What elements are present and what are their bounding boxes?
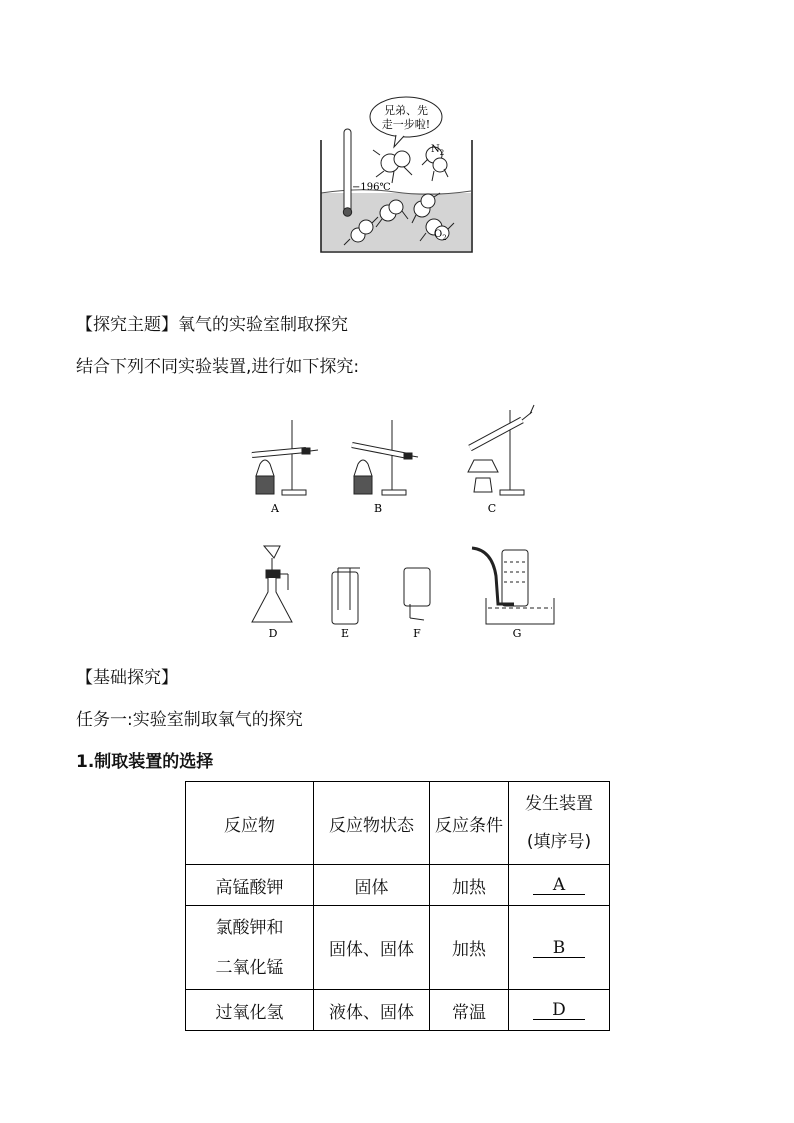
- cell-condition: 常温: [430, 990, 509, 1031]
- cell-answer: [509, 990, 610, 1031]
- apparatus-a-icon: [252, 420, 318, 495]
- header-apparatus-line1: 发生装置: [525, 794, 593, 814]
- o2-label: $O_2$: [434, 229, 447, 242]
- cell-reactant: 过氧化氢: [186, 990, 314, 1031]
- table-row: [186, 990, 610, 1031]
- apparatus-b-icon: [352, 420, 418, 495]
- cell-reactant-line1: 氯酸钾和: [215, 917, 284, 938]
- cell-state: 液体、固体: [314, 990, 430, 1031]
- apparatus-f-icon: [404, 568, 430, 620]
- basic-heading: 【基础探究】: [76, 668, 178, 688]
- apparatus-c-icon: [468, 405, 534, 495]
- apparatus-table: [185, 781, 610, 1031]
- speech-line-2: 走一步啦!: [381, 118, 431, 131]
- cell-reactant: 高锰酸钾: [186, 865, 314, 906]
- speech-line-1: 兄弟、先: [384, 104, 428, 117]
- cell-condition: 加热: [430, 906, 509, 990]
- cell-answer: [509, 865, 610, 906]
- liquid-air-figure: [310, 95, 480, 260]
- header-state: 反应物状态: [314, 782, 430, 865]
- header-apparatus: [509, 782, 610, 865]
- answer-blank: A: [533, 876, 585, 895]
- subsection-title: 1.制取装置的选择: [76, 752, 214, 772]
- cell-condition: 加热: [430, 865, 509, 906]
- header-apparatus-line2: (填序号): [526, 832, 592, 852]
- answer-blank: D: [533, 1001, 585, 1020]
- apparatus-d-icon: [252, 546, 292, 622]
- cell-state: 固体: [314, 865, 430, 906]
- table-row: [186, 906, 610, 990]
- n2-molecule-icon: [373, 150, 412, 183]
- header-reactant: 反应物: [186, 782, 314, 865]
- table-header-row: [186, 782, 610, 865]
- answer-blank: B: [533, 939, 585, 958]
- label-d: D: [268, 627, 278, 640]
- header-condition: 反应条件: [430, 782, 509, 865]
- table-row: [186, 865, 610, 906]
- apparatus-g-icon: [472, 548, 554, 624]
- cell-answer: [509, 906, 610, 990]
- n2-label: $N_2$: [431, 144, 445, 157]
- intro-text: 结合下列不同实验装置,进行如下探究:: [76, 357, 360, 377]
- apparatus-figure: [230, 400, 570, 645]
- label-e: E: [340, 627, 350, 640]
- label-a: A: [271, 502, 279, 515]
- thermometer-icon: [343, 129, 351, 216]
- label-g: G: [512, 627, 522, 640]
- topic-heading: 【探究主题】氧气的实验室制取探究: [76, 315, 348, 335]
- cell-reactant-line2: 二氧化锰: [215, 957, 284, 978]
- label-f: F: [413, 627, 421, 640]
- apparatus-e-icon: [332, 568, 360, 624]
- cell-reactant: [186, 906, 314, 990]
- speech-bubble: [370, 97, 442, 137]
- label-b: B: [373, 502, 383, 515]
- temperature-label: −196℃: [352, 182, 391, 193]
- cell-state: 固体、固体: [314, 906, 430, 990]
- label-c: C: [487, 502, 497, 515]
- task-title: 任务一:实验室制取氧气的探究: [76, 710, 303, 730]
